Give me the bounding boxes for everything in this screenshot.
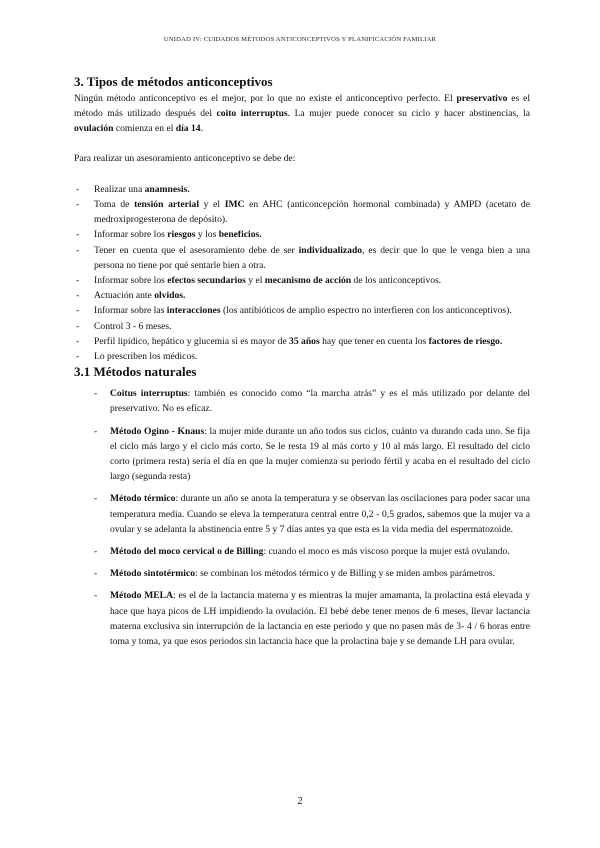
list-item: - Perfil lipídico, hepático y glucemia si es mayor de 35 años hay que tener en cuenta los factores de riesgo.	[74, 334, 530, 349]
list-item: - Realizar una anamnesis.	[74, 182, 530, 197]
list-item: - Informar sobre los efectos secundarios y el mecanismo de acción de los anticonceptivos.	[74, 273, 530, 288]
list-item: - Lo prescriben los médicos.	[74, 349, 530, 364]
running-header: UNIDAD IV: CUIDADOS MÉTODOS ANTICONCEPTIVOS Y PLANIFICACIÓN FAMILIAR	[163, 36, 437, 43]
section-3-1-title: 3.1 Métodos naturales	[74, 364, 197, 380]
list-item: - Método Ogino - Knaus: la mujer mide durante un año todos sus ciclos, cuánto va durando cada uno. Se fija el ciclo más largo y el ciclo más corto. Se le resta 19 al más corto y 10 al más largo. El resultado del ciclo corto (primera resta) sería el día en que la mujer comienza su periodo fértil y acaba en el resultado del ciclo largo (segunda resta)	[74, 424, 530, 485]
list-item: - Informar sobre las interacciones (los antibióticos de amplio espectro no interfieren con los anticonceptivos).	[74, 303, 530, 318]
page-number: 2	[297, 796, 303, 807]
list-item: - Método térmico: durante un año se anota la temperatura y se observan las oscilaciones para poder sacar una temperatura media. Cuando se eleva la temperatura central entre 0,2 - 0,5 grados, sabemos que la mujer va a ovular y se adelanta la abstinencia entre 5 y 7 días antes ya que esta es la vida media del espermatozoide.	[74, 491, 530, 537]
section-3-intro: Ningún método anticonceptivo es el mejor, por lo que no existe el anticonceptivo perfecto. El preservativo es el método más utilizado después del coito interruptus. La mujer puede conocer su ciclo y hacer abstinencias, la ovulación comienza en el día 14.	[74, 93, 530, 135]
list-item: - Toma de tensión arterial y el IMC en AHC (anticoncepción hormonal combinada) y AMPD (acetato de medroxiprogesterona de depósito).	[74, 197, 530, 227]
natural-methods-list	[74, 386, 530, 649]
list-item: - Informar sobre los riesgos y los beneficios.	[74, 227, 530, 242]
list-item: - Control 3 - 6 meses.	[74, 319, 530, 334]
asesoramiento-lead: Para realizar un asesoramiento anticonceptivo se debe de:	[74, 152, 296, 164]
list-item: - Coitus interruptus: también es conocido como “la marcha atrás” y es el más utilizado por delante del preservativo. No es eficaz.	[74, 386, 530, 416]
list-item: - Actuación ante olvidos.	[74, 288, 530, 303]
asesoramiento-list	[74, 182, 530, 364]
section-3-title: 3. Tipos de métodos anticonceptivos	[74, 74, 273, 89]
page-content	[74, 74, 530, 656]
list-item: - Tener en cuenta que el asesoramiento debe de ser individualizado, es decir que lo que le venga bien a una persona no tiene por qué sentarle bien a otra.	[74, 243, 530, 273]
list-item: - Método MELA: es el de la lactancia materna y es mientras la mujer amamanta, la prolactina está elevada y hace que haya picos de LH impidiendo la ovulación. El bebé debe tener menos de 6 meses, llevar lactancia materna exclusiva sin interrupción de la lactancia en este periodo y que no pasen más de 3- 4 / 6 horas entre toma y toma, ya que esos periodos sin lactancia hace que la prolactina baje y se demande LH para ovular.	[74, 588, 530, 649]
list-item: - Método del moco cervical o de Billing: cuando el moco es más viscoso porque la mujer está ovulando.	[74, 544, 530, 559]
list-item: - Método sintotérmico: se combinan los métodos térmico y de Billing y se miden ambos parámetros.	[74, 566, 530, 581]
